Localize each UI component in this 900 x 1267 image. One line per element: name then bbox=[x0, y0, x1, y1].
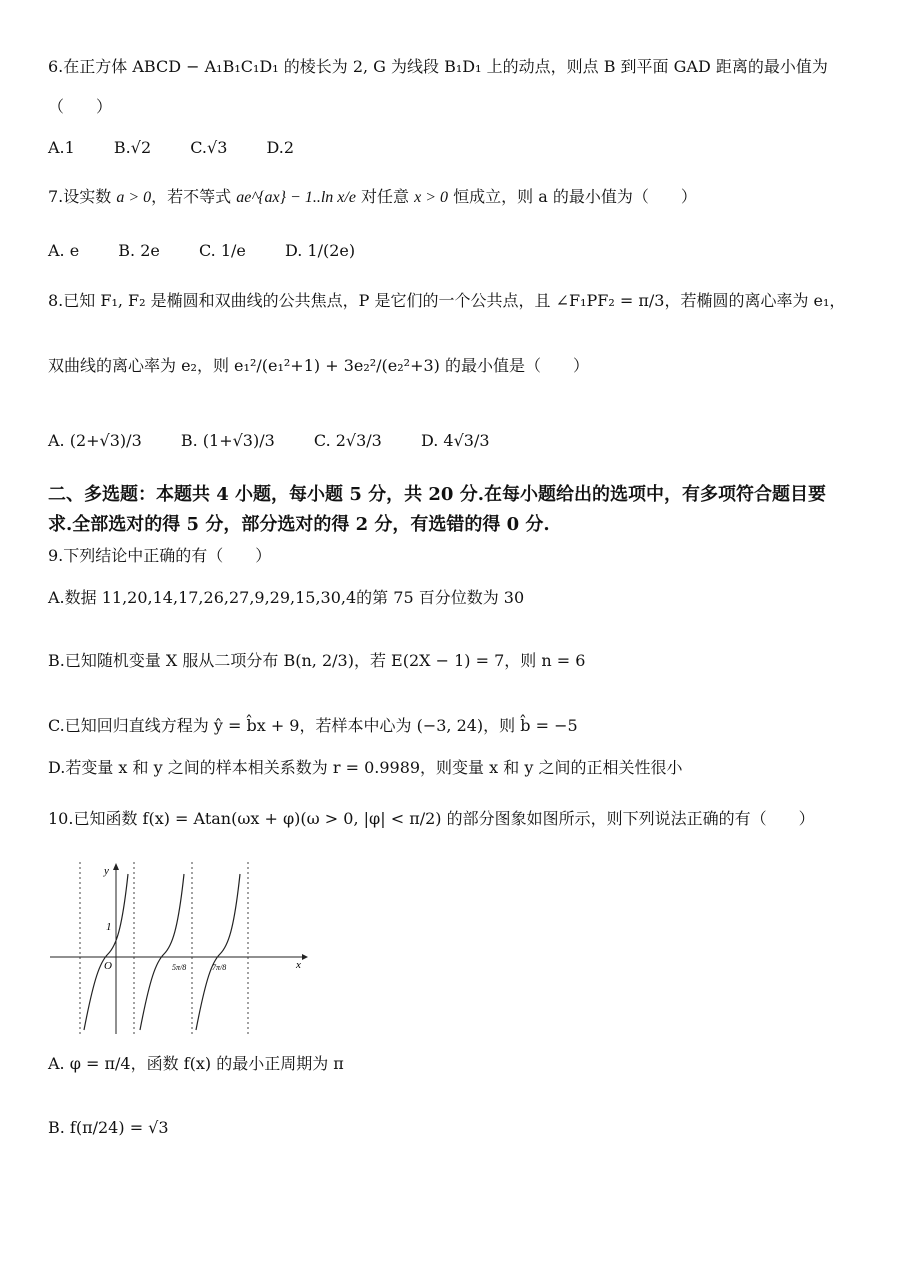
q7-suffix: 恒成立，则 a 的最小值为（ ） bbox=[453, 187, 697, 206]
q6-blank-text: （ ） bbox=[48, 97, 113, 116]
q6-stem bbox=[48, 56, 828, 78]
x-axis-label: x bbox=[296, 959, 301, 971]
q10-option-b: B. f(π/24) = √3 bbox=[48, 1118, 169, 1137]
q7-prefix: 7.设实数 bbox=[48, 187, 112, 206]
q7-options bbox=[48, 240, 389, 262]
section2-heading-line1: 二、多选题：本题共 4 小题，每小题 5 分，共 20 分.在每小题给出的选项中，有多项符合题目要 bbox=[48, 484, 826, 505]
q7-mid2: 对任意 bbox=[361, 187, 410, 206]
tan-branch-3 bbox=[196, 874, 240, 1030]
section2-heading-line2: 求.全部选对的得 5 分，部分选对的得 2 分，有选错的得 0 分. bbox=[48, 514, 550, 535]
q9-option-d: D.若变量 x 和 y 之间的样本相关系数为 r = 0.9989，则变量 x 和 y 之间的正相关性很小 bbox=[48, 758, 683, 777]
origin-label: O bbox=[104, 960, 112, 972]
y-tick-1: 1 bbox=[106, 921, 112, 933]
x-tick-7pi-8: 7π/8 bbox=[212, 963, 227, 972]
q7-option-a: A. e bbox=[48, 241, 80, 260]
q8-stem-line1 bbox=[48, 290, 845, 312]
q8-option-d: D. 4√3/3 bbox=[420, 431, 490, 450]
q7-option-d: D. 1/(2e) bbox=[284, 241, 356, 260]
tan-branch-2 bbox=[140, 874, 187, 1030]
q7-option-b: B. 2e bbox=[118, 241, 160, 260]
q7-inequality: ae^{ax} − 1..ln x/e bbox=[236, 189, 356, 206]
q6-option-c: C.√3 bbox=[190, 138, 228, 157]
q7-cond2: x > 0 bbox=[414, 189, 449, 206]
x-axis-arrow bbox=[302, 954, 308, 960]
tan-function-graph bbox=[44, 858, 314, 1038]
q7-option-c: C. 1/e bbox=[198, 241, 246, 260]
q8-stem1-text: 8.已知 F₁, F₂ 是椭圆和双曲线的公共焦点，P 是它们的一个公共点，且 ∠F₁PF₂ = π/3，若椭圆的离心率为 e₁， bbox=[48, 291, 846, 310]
q9-option-b: B.已知随机变量 X 服从二项分布 B(n, 2/3)，若 E(2X − 1) = 7，则 n = 6 bbox=[48, 651, 586, 670]
q6-option-a: A.1 bbox=[48, 138, 75, 157]
q8-stem2-text: 双曲线的离心率为 e₂，则 e₁²/(e₁²+1) + 3e₂²/(e₂²+3) 的最小值是（ ） bbox=[48, 356, 590, 375]
q8-options bbox=[48, 430, 524, 452]
q7-cond1: a > 0 bbox=[116, 189, 152, 206]
q7-stem bbox=[48, 186, 697, 209]
q9-stem: 9.下列结论中正确的有（ ） bbox=[48, 546, 272, 565]
q6-option-d: D.2 bbox=[266, 138, 294, 157]
q9-option-a: A.数据 11,20,14,17,26,27,9,29,15,30,4的第 75 百分位数为 30 bbox=[48, 588, 525, 607]
q8-option-b: B. (1+√3)/3 bbox=[180, 431, 275, 450]
q8-stem-line2 bbox=[48, 355, 589, 377]
y-axis-arrow bbox=[113, 863, 119, 870]
q6-options bbox=[48, 137, 328, 159]
q6-option-b: B.√2 bbox=[113, 138, 152, 157]
q10-option-a: A. φ = π/4，函数 f(x) 的最小正周期为 π bbox=[48, 1054, 344, 1073]
q10-stem: 10.已知函数 f(x) = Atan(ωx + φ)(ω > 0, |φ| < π/2) 的部分图象如图所示，则下列说法正确的有（ ） bbox=[48, 809, 815, 828]
x-tick-5pi-8: 5π/8 bbox=[172, 963, 187, 972]
q6-blank bbox=[48, 96, 112, 118]
tan-branch-1 bbox=[84, 874, 128, 1030]
y-axis-label: y bbox=[104, 865, 109, 877]
q8-option-a: A. (2+√3)/3 bbox=[48, 431, 142, 450]
q8-option-c: C. 2√3/3 bbox=[313, 431, 382, 450]
q7-mid: ，若不等式 bbox=[151, 187, 232, 206]
q9-option-c: C.已知回归直线方程为 ŷ = b̂x + 9，若样本中心为 (−3, 24)，则 b̂ = −5 bbox=[48, 716, 578, 735]
q6-stem-text: 6.在正方体 ABCD − A₁B₁C₁D₁ 的棱长为 2, G 为线段 B₁D₁ 上的动点，则点 B 到平面 GAD 距离的最小值为 bbox=[48, 57, 828, 76]
